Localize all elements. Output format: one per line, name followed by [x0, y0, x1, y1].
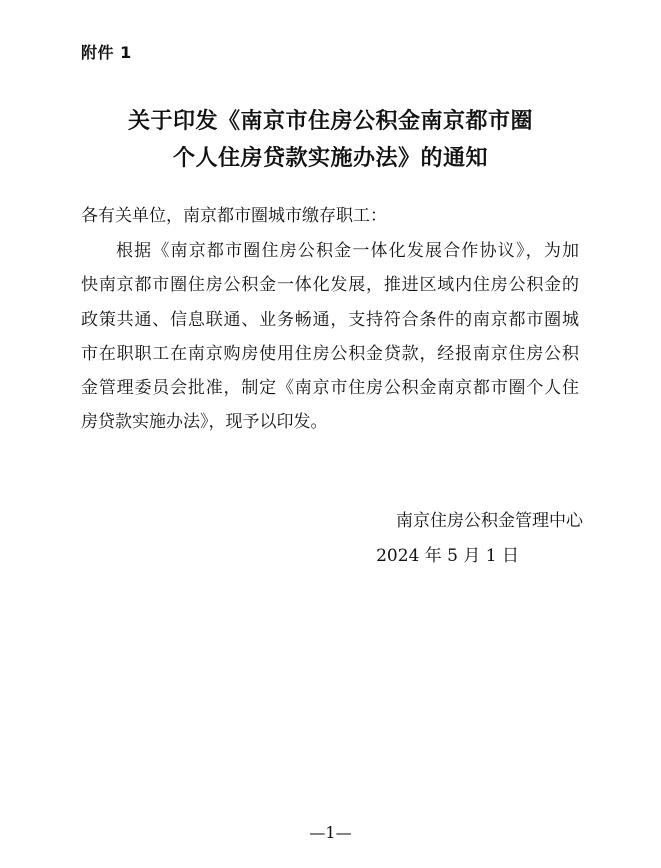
- body-paragraph-line: 市在职职工在南京购房使用住房公积金贷款，经报南京住房公积: [81, 344, 579, 364]
- document-title-line-2: 个人住房贷款实施办法》的通知: [172, 146, 488, 171]
- salutation: 各有关单位，南京都市圈城市缴存职工：: [81, 206, 387, 226]
- body-paragraph-line: 政策共通、信息联通、业务畅通，支持符合条件的南京都市圈城: [81, 310, 579, 330]
- signature-date: 2024 年 5 月 1 日: [376, 546, 519, 566]
- body-paragraph-line: 根据《南京都市圈住房公积金一体化发展合作协议》，为加: [116, 241, 579, 261]
- body-paragraph-line: 金管理委员会批准，制定《南京市住房公积金南京都市圈个人住: [81, 378, 579, 398]
- document-title-line-1: 关于印发《南京市住房公积金南京都市圈: [127, 109, 533, 134]
- page-number: —1—: [309, 823, 352, 842]
- body-paragraph-line: 房贷款实施办法》，现予以印发。: [81, 412, 328, 432]
- attachment-label: 附件 1: [81, 43, 132, 62]
- body-paragraph-line: 快南京都市圈住房公积金一体化发展，推进区域内住房公积金的: [81, 275, 579, 295]
- signature-organization: 南京住房公积金管理中心: [396, 511, 583, 531]
